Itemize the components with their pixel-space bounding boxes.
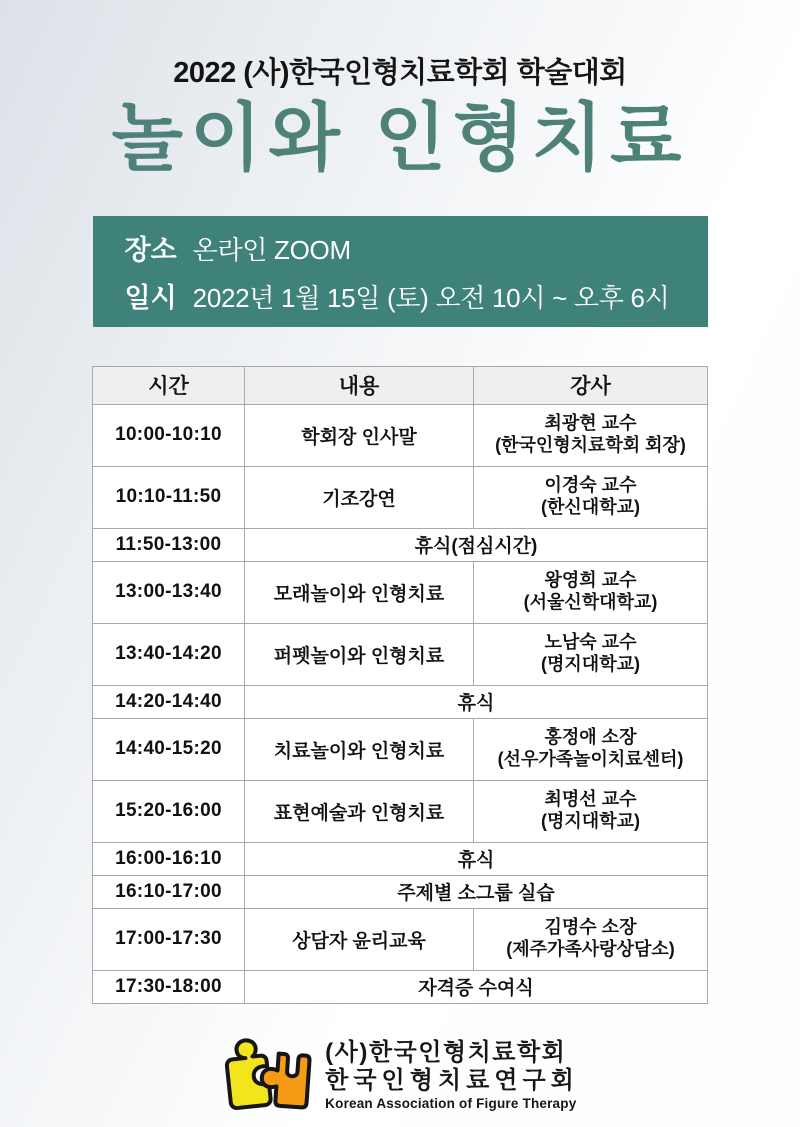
schedule-row: [93, 842, 708, 875]
speaker-affiliation: (선우가족놀이치료센터): [497, 749, 684, 770]
speaker-cell: [474, 561, 708, 623]
schedule-row: [93, 718, 708, 780]
speaker-name: 노남숙 교수: [544, 632, 637, 653]
datetime-value: 2022년 1월 15일 (토) 오전 10시 ~ 오후 6시: [192, 282, 670, 313]
column-header-speaker: 강사: [474, 366, 708, 404]
column-header-content: 내용: [245, 366, 474, 404]
content-cell: 기조강연: [245, 466, 474, 528]
time-cell: 10:00-10:10: [93, 404, 245, 466]
speaker-cell: [474, 908, 708, 970]
speaker-cell: [474, 780, 708, 842]
time-cell: 14:40-15:20: [93, 718, 245, 780]
venue-label: 장소: [124, 234, 177, 265]
speaker-affiliation: (명지대학교): [541, 811, 640, 832]
content-cell: 학회장 인사말: [245, 404, 474, 466]
org-name-korean-1: (사)한국인형치료학회: [325, 1038, 567, 1066]
speaker-affiliation: (명지대학교): [541, 654, 640, 675]
org-name-block: [325, 1039, 579, 1112]
time-cell: 11:50-13:00: [93, 528, 245, 561]
speaker-name: 왕영희 교수: [544, 570, 637, 591]
schedule-row: [93, 404, 708, 466]
schedule-row: [93, 908, 708, 970]
time-cell: 14:20-14:40: [93, 685, 245, 718]
schedule-row: [93, 875, 708, 908]
speaker-name: 이경숙 교수: [544, 475, 637, 496]
content-cell: 치료놀이와 인형치료: [245, 718, 474, 780]
speaker-name: 최명선 교수: [544, 789, 637, 810]
datetime-row: [125, 276, 708, 315]
speaker-cell: [474, 466, 708, 528]
venue-row: [125, 228, 708, 267]
schedule-row: [93, 466, 708, 528]
content-span-cell: 휴식: [245, 685, 708, 718]
datetime-label: 일시: [124, 282, 177, 313]
puzzle-figures-logo-icon: [221, 1037, 317, 1113]
info-banner: [93, 216, 708, 327]
schedule-table: [92, 366, 708, 1004]
content-cell: 모래놀이와 인형치료: [245, 561, 474, 623]
time-cell: 16:00-16:10: [93, 842, 245, 875]
column-header-time: 시간: [93, 366, 245, 404]
schedule-row: [93, 623, 708, 685]
content-cell: 표현예술과 인형치료: [245, 780, 474, 842]
schedule-row: [93, 970, 708, 1003]
speaker-affiliation: (한국인형치료학회 회장): [495, 435, 686, 456]
schedule-header-row: [93, 366, 708, 404]
schedule-row: [93, 561, 708, 623]
poster-title: 놀이와 인형치료: [111, 96, 689, 179]
content-span-cell: 휴식(점심시간): [245, 528, 708, 561]
schedule-row: [93, 528, 708, 561]
speaker-name: 최광현 교수: [544, 413, 637, 434]
schedule-row: [93, 685, 708, 718]
speaker-name: 김명수 소장: [544, 917, 637, 938]
speaker-affiliation: (서울신학대학교): [523, 592, 658, 613]
schedule-body: [93, 404, 708, 1003]
time-cell: 13:40-14:20: [93, 623, 245, 685]
time-cell: 17:00-17:30: [93, 908, 245, 970]
time-cell: 16:10-17:00: [93, 875, 245, 908]
speaker-cell: [474, 404, 708, 466]
speaker-cell: [474, 718, 708, 780]
org-logo-block: [0, 1037, 800, 1113]
content-span-cell: 자격증 수여식: [245, 970, 708, 1003]
time-cell: 17:30-18:00: [93, 970, 245, 1003]
content-cell: 퍼펫놀이와 인형치료: [245, 623, 474, 685]
time-cell: 10:10-11:50: [93, 466, 245, 528]
org-name-english: Korean Association of Figure Therapy: [325, 1096, 577, 1112]
content-cell: 상담자 윤리교육: [245, 908, 474, 970]
org-name-korean-2: 한국인형치료연구회: [325, 1066, 579, 1094]
content-span-cell: 휴식: [245, 842, 708, 875]
time-cell: 15:20-16:00: [93, 780, 245, 842]
speaker-affiliation: (제주가족사랑상담소): [506, 939, 675, 960]
speaker-name: 홍정애 소장: [544, 727, 637, 748]
time-cell: 13:00-13:40: [93, 561, 245, 623]
schedule-row: [93, 780, 708, 842]
content-span-cell: 주제별 소그룹 실습: [245, 875, 708, 908]
speaker-affiliation: (한신대학교): [541, 497, 640, 518]
venue-value: 온라인 ZOOM: [192, 234, 351, 265]
speaker-cell: [474, 623, 708, 685]
conference-subtitle: 2022 (사)한국인형치료학회 학술대회: [173, 57, 627, 89]
